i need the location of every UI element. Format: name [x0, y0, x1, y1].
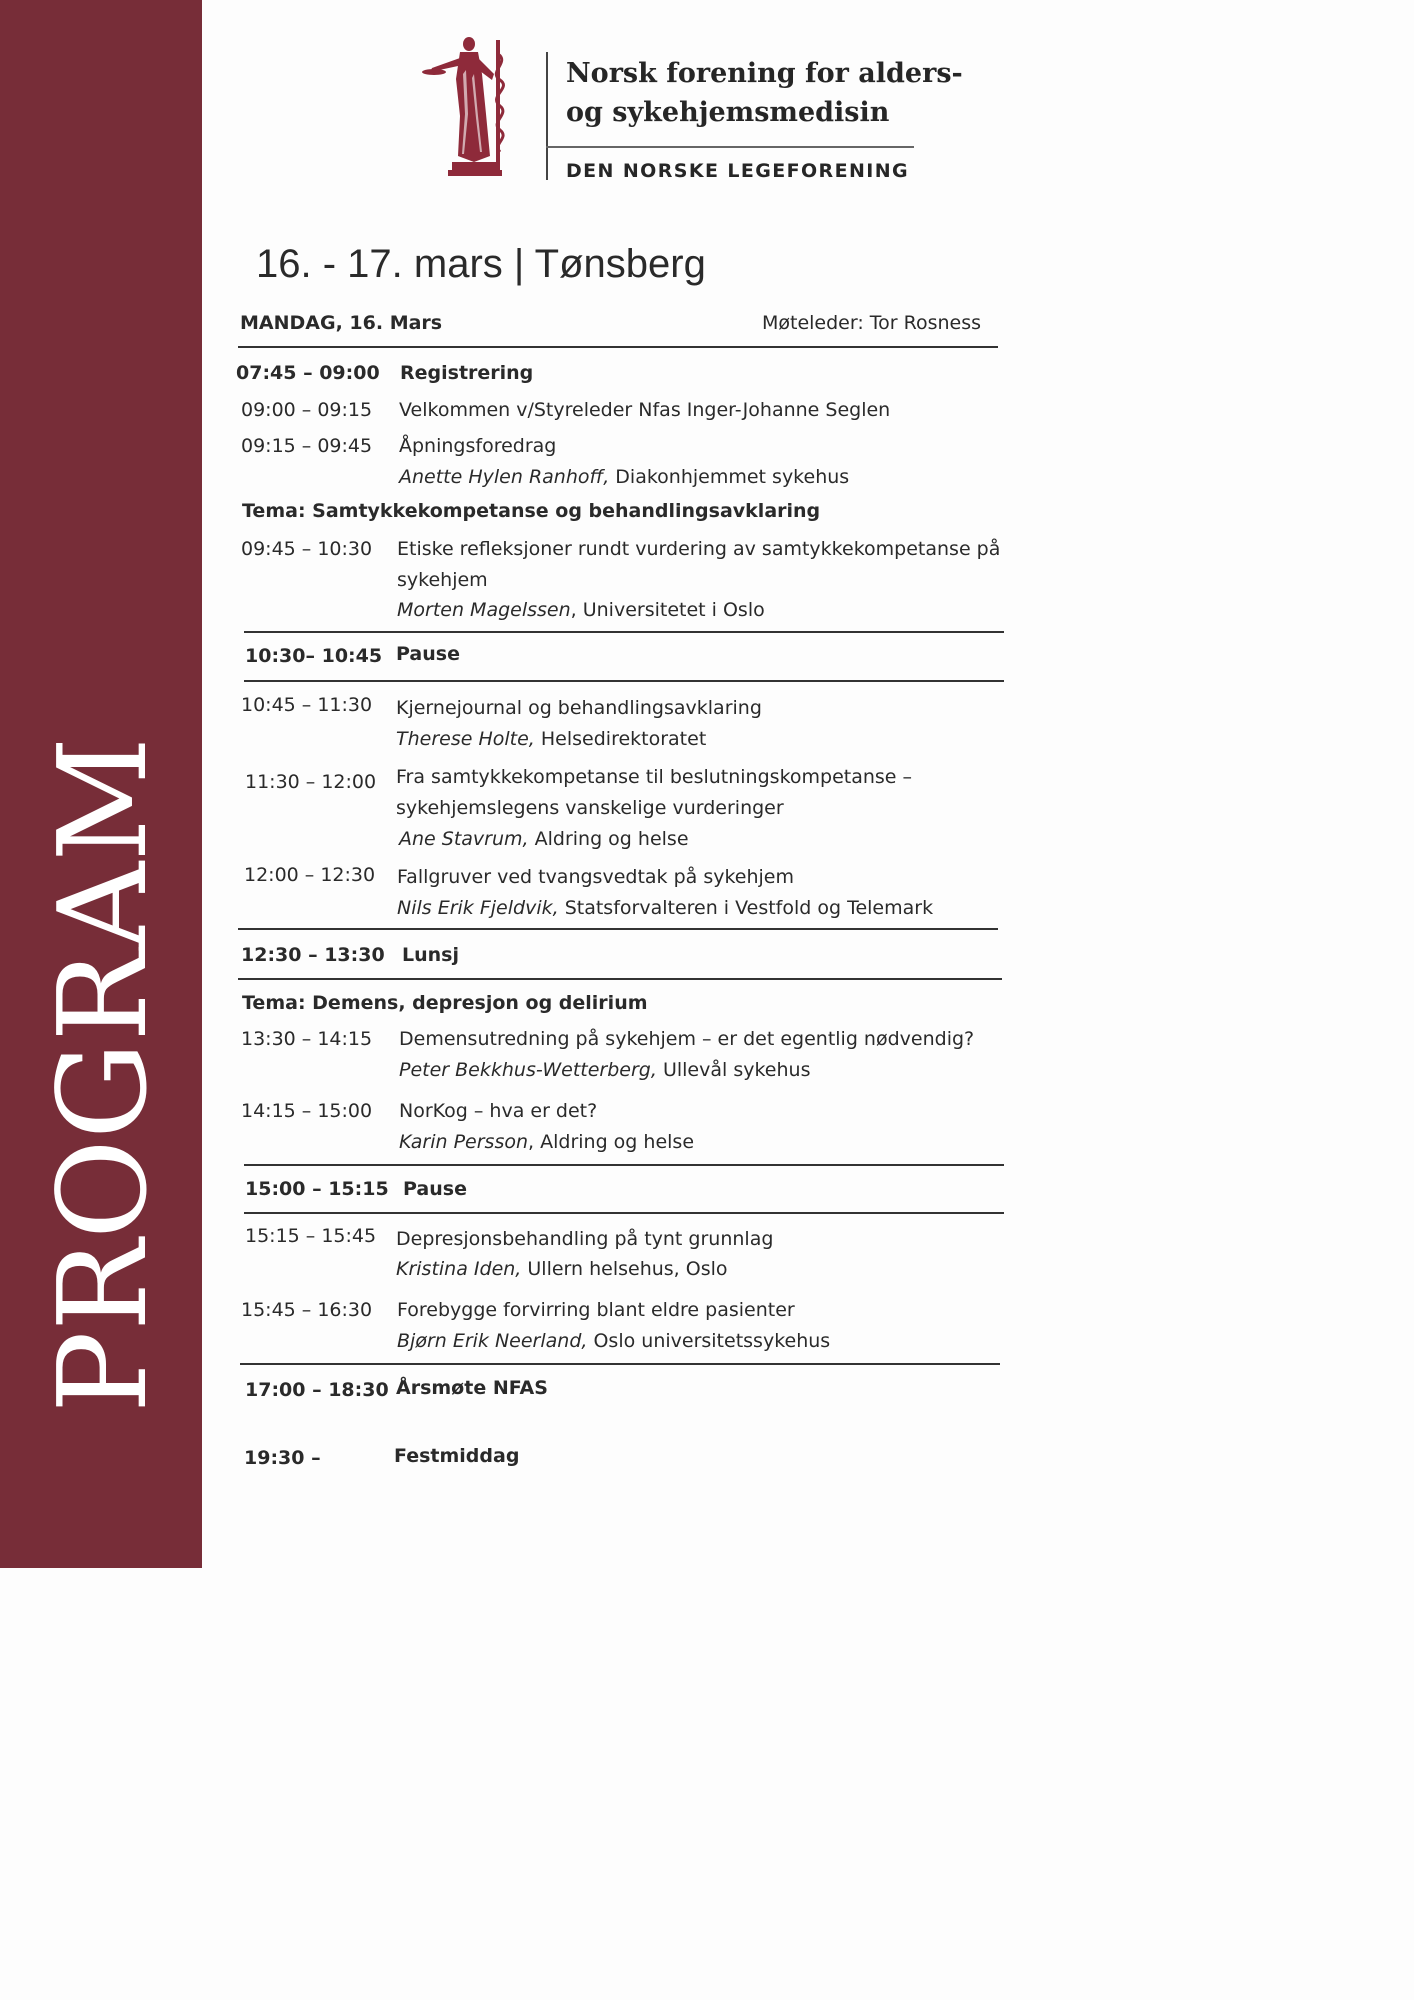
divider [244, 680, 1004, 682]
session-title-continued: sykehjem [397, 569, 488, 591]
day-label: MANDAG, 16. Mars [240, 312, 443, 334]
speaker-affiliation: Statsforvalteren i Vestfold og Telemark [558, 897, 934, 919]
divider [244, 1212, 1004, 1214]
speaker-affiliation: Ullern helsehus, Oslo [521, 1258, 728, 1280]
session-title: Demensutredning på sykehjem – er det egentlig nødvendig? [399, 1028, 975, 1050]
sidebar [0, 0, 202, 1568]
session-speaker-line [397, 897, 933, 919]
session-speaker-line [396, 1258, 728, 1280]
session-title: Etiske refleksjoner rundt vurdering av samtykkekompetanse på [397, 538, 1001, 560]
session-time: 19:30 – [244, 1447, 321, 1469]
speaker-name: Nils Erik Fjeldvik, [397, 897, 559, 919]
break-time: 10:30– 10:45 [245, 645, 383, 667]
divider [238, 978, 1002, 980]
break-time: 12:30 – 13:30 [241, 944, 385, 966]
sidebar-title: PROGRAM [32, 736, 174, 1414]
session-time: 07:45 – 09:00 [236, 362, 380, 384]
session-title: Depresjonsbehandling på tynt grunnlag [396, 1228, 774, 1250]
break-time: 15:00 – 15:15 [245, 1178, 389, 1200]
logo-divider [546, 52, 548, 180]
speaker-name: Morten Magelssen [397, 599, 571, 621]
speaker-name: Kristina Iden, [396, 1258, 522, 1280]
session-speaker-line [396, 728, 706, 750]
session-title: Forebygge forvirring blant eldre pasienter [397, 1299, 795, 1321]
session-speaker-line [397, 599, 765, 621]
speaker-affiliation: Oslo universitetssykehus [587, 1330, 831, 1352]
org-name-line1: Norsk forening for alders- [566, 58, 963, 89]
session-time: 09:45 – 10:30 [241, 538, 373, 560]
logo-rule [546, 146, 914, 148]
speaker-affiliation: Helsedirektoratet [534, 728, 707, 750]
session-title: Festmiddag [394, 1445, 520, 1467]
session-speaker-line [399, 1131, 694, 1153]
session-title: Velkommen v/Styreleder Nfas Inger-Johanne Seglen [399, 399, 891, 421]
speaker-name: Karin Persson [399, 1131, 529, 1153]
session-title: Fra samtykkekompetanse til beslutningskompetanse – [396, 766, 913, 788]
session-time: 10:45 – 11:30 [241, 694, 373, 716]
session-title-continued: sykehjemslegens vanskelige vurderinger [396, 797, 784, 819]
speaker-affiliation: , Aldring og helse [528, 1131, 695, 1153]
session-time: 12:00 – 12:30 [244, 864, 376, 886]
divider [244, 1164, 1004, 1166]
divider [238, 928, 998, 930]
session-time: 14:15 – 15:00 [241, 1100, 373, 1122]
moderator: Møteleder: Tor Rosness [762, 312, 982, 334]
session-title: Registrering [400, 362, 534, 384]
session-time: 09:00 – 09:15 [241, 399, 373, 421]
speaker-name: Anette Hylen Ranhoff, [399, 466, 610, 488]
session-time: 17:00 – 18:30 [245, 1379, 389, 1401]
speaker-name: Therese Holte, [396, 728, 535, 750]
break-title: Lunsj [402, 944, 459, 966]
divider [244, 631, 1004, 633]
theme-heading: Tema: Demens, depresjon og delirium [242, 992, 648, 1014]
event-title: 16. - 17. mars | Tønsberg [256, 242, 706, 286]
org-name-line2: og sykehjemsmedisin [566, 97, 890, 128]
session-time: 13:30 – 14:15 [241, 1028, 373, 1050]
break-title: Pause [403, 1178, 467, 1200]
session-speaker-line [399, 466, 849, 488]
session-title: Fallgruver ved tvangsvedtak på sykehjem [397, 866, 795, 888]
speaker-affiliation: Diakonhjemmet sykehus [609, 466, 850, 488]
speaker-affiliation: , Universitetet i Oslo [570, 599, 765, 621]
session-time: 09:15 – 09:45 [241, 435, 373, 457]
speaker-affiliation: Aldring og helse [528, 828, 689, 850]
session-time: 15:45 – 16:30 [241, 1299, 373, 1321]
speaker-name: Peter Bekkhus-Wetterberg, [399, 1059, 657, 1081]
theme-heading: Tema: Samtykkekompetanse og behandlingsavklaring [242, 500, 821, 522]
session-time: 15:15 – 15:45 [245, 1225, 377, 1247]
speaker-name: Ane Stavrum, [399, 828, 529, 850]
session-title: Kjernejournal og behandlingsavklaring [396, 697, 762, 719]
organization-logo [400, 24, 1000, 204]
session-title: Åpningsforedrag [399, 435, 557, 457]
session-time: 11:30 – 12:00 [245, 771, 377, 793]
divider [238, 346, 998, 348]
asclepius-statue-icon [422, 34, 522, 184]
speaker-affiliation: Ullevål sykehus [656, 1059, 811, 1081]
break-title: Pause [396, 643, 460, 665]
session-speaker-line [397, 1330, 830, 1352]
session-speaker-line [399, 828, 689, 850]
divider [240, 1363, 1000, 1365]
session-title: NorKog – hva er det? [399, 1100, 598, 1122]
session-title: Årsmøte NFAS [396, 1377, 548, 1399]
session-speaker-line [399, 1059, 810, 1081]
speaker-name: Bjørn Erik Neerland, [397, 1330, 588, 1352]
parent-org-name: DEN NORSKE LEGEFORENING [566, 160, 910, 182]
